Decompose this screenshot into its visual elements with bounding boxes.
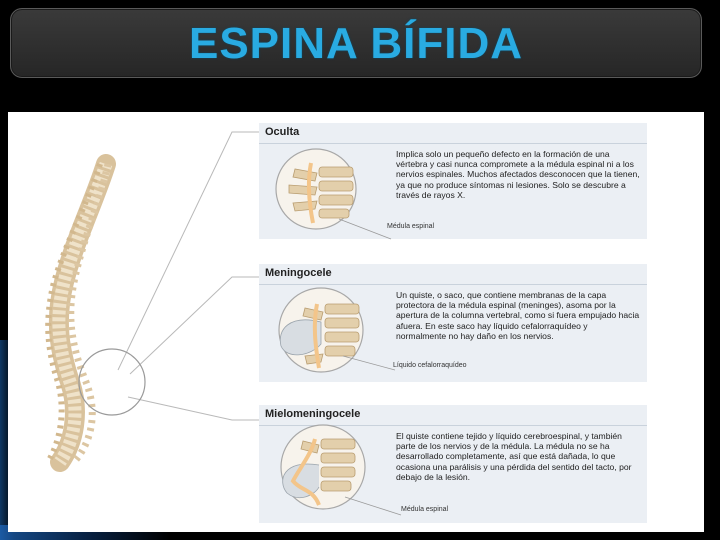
panel-meningocele (259, 264, 647, 382)
panel-title: Oculta (265, 126, 300, 138)
callout-label: Médula espinal (401, 506, 449, 513)
spine-column (48, 164, 108, 462)
callout-label: Líquido cefalorraquídeo (393, 362, 467, 369)
panel-description: Implica solo un pequeño defecto en la formación de una vértebra y casi nunca compromete a la médula espinal ni a los nervios espinales. Muchos afectados desconocen que la tienen, ya que no produce síntomas ni lesiones. Solo se descubre a través de rayos X. (396, 149, 640, 200)
panel-description: Un quiste, o saco, que contiene membranas de la capa protectora de la médula espinal (meninges), asoma por la apertura de la columna vertebral, como si fuera empujado hacia afuera. En este saco hay líquido cefalorraquídeo y normalmente no hay daño en los nervios. (396, 290, 640, 341)
panel-description: El quiste contiene tejido y líquido cerebroespinal, y también parte de los nervios y de la médula. La médula no se ha desarrollado completamente, así que está dañada, lo que ocasiona una parálisis y una pérdida del sentido del tacto, por debajo de la lesión. (396, 431, 632, 482)
title-bar (10, 8, 702, 78)
panel-title: Meningocele (265, 267, 332, 279)
spina-bifida-figure (8, 112, 704, 532)
panel-oculta (259, 123, 647, 239)
slide-title: ESPINA BÍFIDA (188, 19, 524, 68)
connector-lines (118, 132, 259, 420)
panel-title: Mielomeningocele (265, 408, 361, 420)
panel-mielomeningocele (259, 405, 647, 523)
callout-label: Médula espinal (387, 223, 435, 230)
